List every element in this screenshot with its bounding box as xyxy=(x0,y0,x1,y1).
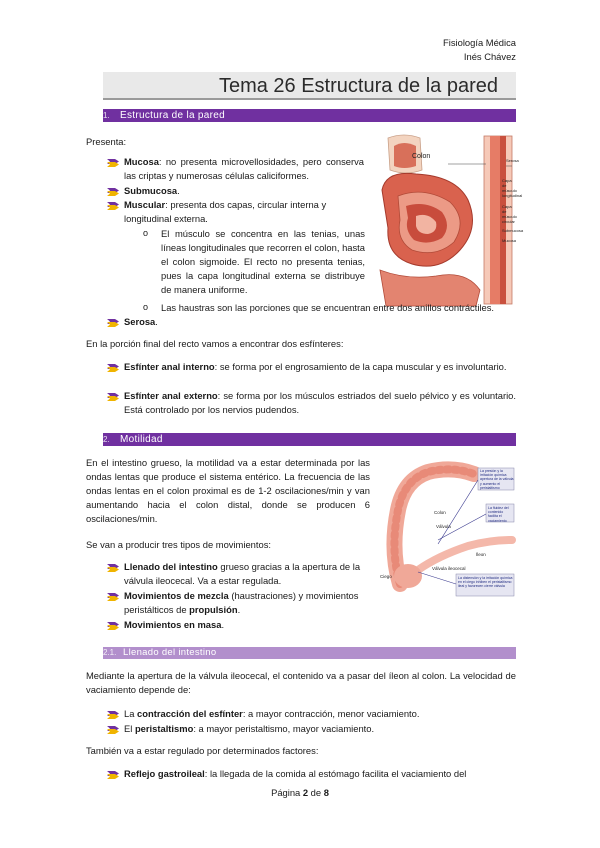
section-number: 2. xyxy=(103,435,110,444)
section-number: 1. xyxy=(103,111,110,120)
factores-intro: También va a estar regulado por determinados factores: xyxy=(86,745,319,756)
mucosa-term: Mucosa xyxy=(124,156,159,167)
section-heading-motilidad xyxy=(103,433,516,446)
distension-note: La distensión y la irritación química en el ciego inhiben el peristaltismo ileal y favorecen cierre válvula xyxy=(458,576,513,589)
mucosa-label: Mucosa xyxy=(502,238,517,243)
contraccion-term: contracción del esfínter xyxy=(137,708,243,719)
serosa-label: Serosa xyxy=(506,158,519,163)
page-header xyxy=(443,36,516,64)
haustras-text: Las haustras son las porciones que se encuentran entre dos anillos contráctiles. xyxy=(161,302,495,313)
mezcla-desc: (haustraciones) y movimientos peristálticos de xyxy=(124,590,359,616)
intro-text: Presenta: xyxy=(86,136,127,147)
mucosa-desc: : no presenta microvellosidades, pero conserva las criptas y numerosas células caliciformes. xyxy=(124,156,364,182)
contraccion-desc: : a mayor contracción, menor vaciamiento. xyxy=(242,708,420,719)
author-name: Inés Chávez xyxy=(463,51,516,62)
valvula-label: Válvula xyxy=(436,524,451,529)
llenado-desc: grueso gracias a la apertura de la válvula ileocecal. Va a estar regulada. xyxy=(124,561,361,587)
subsection-number: 2.1. xyxy=(103,648,117,657)
arrow-bullet-icon xyxy=(106,361,120,372)
llenado-term: Llenado del intestino xyxy=(124,561,218,572)
valvula-ileocecal-label: Válvula ileocecal xyxy=(432,566,466,571)
ileon-label: Íleon xyxy=(476,552,486,557)
section-label: Motilidad xyxy=(120,434,163,445)
mezcla-term: Movimientos de mezcla xyxy=(124,590,229,601)
circular-label: Capa de músculo circular xyxy=(502,204,517,224)
ileocecal-valve-image xyxy=(378,460,516,598)
peristaltismo-term: peristaltismo xyxy=(134,723,194,734)
movimientos-intro: Se van a producir tres tipos de movimientos: xyxy=(86,539,271,550)
arrow-bullet-icon xyxy=(106,723,120,734)
arrow-bullet-icon xyxy=(106,316,120,327)
esfinter-interno-desc: : se forma por el engrosamiento de la capa muscular y es involuntario. xyxy=(214,361,507,372)
title-bar xyxy=(103,72,516,100)
colon-wall-image xyxy=(376,130,524,308)
esfinter-externo-term: Esfínter anal externo xyxy=(124,390,218,401)
colon-label-2: Colon xyxy=(434,510,446,515)
arrow-bullet-icon xyxy=(106,561,120,572)
page-title: Tema 26 Estructura de la pared xyxy=(218,75,498,97)
section-label: Estructura de la pared xyxy=(120,110,225,121)
arrow-bullet-icon xyxy=(106,708,120,719)
page-total: 8 xyxy=(323,787,329,798)
longitudinal-label: Capa de músculo longitudinal xyxy=(502,178,523,198)
serosa-term: Serosa xyxy=(124,316,156,327)
esfinter-externo-desc: : se forma por los músculos estriados del suelo pélvico y es voluntario. Está controlado por los nervios pudendos. xyxy=(124,390,516,416)
submucosa-label: Submucosa xyxy=(502,228,524,233)
arrow-bullet-icon xyxy=(106,619,120,630)
colon-label: Colon xyxy=(412,153,431,160)
arrow-bullet-icon xyxy=(106,185,120,196)
propulsion-term: propulsión xyxy=(189,604,238,616)
subsection-heading-llenado xyxy=(103,647,516,659)
masa-term: Movimientos en masa xyxy=(124,619,222,630)
arrow-bullet-icon xyxy=(106,390,120,401)
recto-intro: En la porción final del recto vamos a encontrar dos esfínteres: xyxy=(86,338,344,349)
ciego-label: Ciego xyxy=(380,574,392,579)
tenias-text: El músculo se concentra en las tenias, unas líneas longitudinales que recorren el colon, hasta el colon sigmoide. El recto no presenta tenias, pues la capa longitudinal externa se distribuye de manera uniforme. xyxy=(161,228,365,296)
esfinter-interno-term: Esfínter anal interno xyxy=(124,361,215,372)
fluidity-note: La fluidez del contenido facilita el vaciamiento xyxy=(488,506,509,523)
page-number: 2 xyxy=(302,787,309,798)
arrow-bullet-icon xyxy=(106,156,120,167)
reflejo-term: Reflejo gastroileal xyxy=(124,768,205,779)
course-name: Fisiología Médica xyxy=(443,37,516,48)
peristaltismo-desc: : a mayor peristaltismo, mayor vaciamiento. xyxy=(193,723,375,734)
page-footer: Página 2 de 8 xyxy=(271,787,329,798)
arrow-bullet-icon xyxy=(106,199,120,210)
circle-bullet-icon: o xyxy=(143,228,149,238)
muscular-desc: : presenta dos capas, circular interna y longitudinal externa. xyxy=(124,199,327,225)
reflejo-desc: : la llegada de la comida al estómago facilita el vaciamiento del xyxy=(204,768,467,779)
muscular-term: Muscular xyxy=(124,199,166,210)
subsection-label: Llenado del intestino xyxy=(123,647,217,658)
circle-bullet-icon: o xyxy=(143,302,149,312)
motilidad-paragraph: En el intestino grueso, la motilidad va a estar determinada por las ondas lentas que produce el sistema entérico. La frecuencia de las ondas lentas en el colon proximal es de 1-2 oscilaciones/min y van aumentando hacia el colon distal, donde se producen 6 oscilaciones/min. xyxy=(86,457,370,525)
arrow-bullet-icon xyxy=(106,768,120,779)
submucosa-term: Submucosa xyxy=(124,185,178,196)
section-heading-estructura xyxy=(103,109,516,122)
pressure-note: La presión y la irritación química apertura de la válvula y aumento el peristaltismo xyxy=(480,469,514,490)
arrow-bullet-icon xyxy=(106,590,120,601)
llenado-paragraph: Mediante la apertura de la válvula ileocecal, el contenido va a pasar del íleon al colon. La velocidad de vaciamiento depende de: xyxy=(86,670,516,696)
